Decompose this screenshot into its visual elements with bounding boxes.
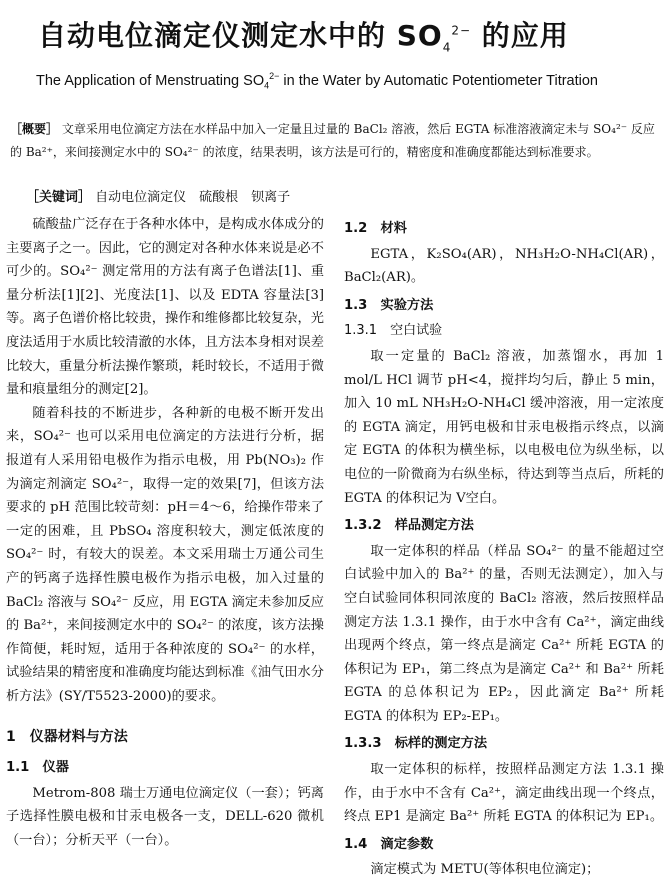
paragraph: 滴定模式为 METU(等体积电位滴定)； — [370, 862, 600, 878]
keywords — [26, 186, 290, 205]
subsubsection-heading: 1.3.3 标样的测定方法 — [344, 736, 488, 752]
right-column — [344, 213, 664, 882]
subsection-heading: 1.2 材料 — [344, 221, 407, 236]
subsection-heading: 1.1 仪器 — [6, 760, 69, 776]
paragraph: 取一定量的 BaCl₂ 溶液，加蒸馏水，再加 1 mol/L HCl 调节 pH<4，搅拌均匀后，静止 5 min，加入 10 mL NH₃H₂O-NH₄Cl 缓冲溶液，用一定浓度的 EGTA 滴定，用钙电极和甘汞电极指示终点，以滴定 EGTA 的体积为横坐标，以电极电位为纵坐标，以电位的一阶微商为右纵坐标，待达到等当点后，所耗的 EGTA 的体积记为 V空白。 — [344, 348, 664, 506]
paragraph: Metrom-808 瑞士万通电位滴定仪（一套）；钙离子选择性膜电极和甘汞电极各一支，DELL-620 微机（一台）；分析天平（一台）。 — [6, 785, 324, 848]
abstract — [10, 118, 660, 164]
subsubsection-heading: 1.3.1 空白试验 — [344, 323, 443, 339]
section-heading: 1 仪器材料与方法 — [6, 729, 128, 746]
title-chinese: 自动电位滴定仪测定水中的 $SO_4^{2-}$ 的应用 — [38, 19, 569, 55]
subsection-heading: 1.4 滴定参数 — [344, 836, 434, 852]
keywords-tag: ［关键词］ — [26, 190, 92, 205]
paragraph: 取一定体积的标样，按照样品测定方法 1.3.1 操作，由于水中不含有 Ca²⁺，滴定曲线出现一个终点，终点 EP1 是滴定 Ba²⁺ 所耗 EGTA 的体积记为 EP₁。 — [344, 762, 664, 825]
subsection-heading: 1.3 实验方法 — [344, 297, 434, 313]
keywords-text: 自动电位滴定仪 硫酸根 钡离子 — [95, 190, 291, 205]
paragraph: 随着科技的不断进步，各种新的电极不断开发出来，SO₄²⁻ 也可以采用电位滴定的方法进行分析，据报道有人采用铅电极作为指示电极，用 Pb(NO₃)₂ 作为滴定剂滴定 SO₄²⁻，取得一定的效果[7]，但该方法要求的 pH 范围比较苛刻：pH＝4～6，给操作带来了一定的困难，且 PbSO₄ 溶度积较大，测定低浓度的 SO₄²⁻ 时，有较大的误差。本文采用瑞士万通公司生产的钙离子选择性膜电极作为指示电极，加入过量的 BaCl₂ 溶液与 SO₄²⁻ 反应，用 EGTA 滴定未参加反应的 Ba²⁺，来间接测定水中的 SO₄²⁻ 的浓度，该方法操作简便，耗时短，适用于各种浓度的 SO₄²⁻ 的水样，试验结果的精密度和准确度均能达到标准《油气田水分析方法》(SY/T5523-2000)的要求。 — [6, 405, 324, 704]
paragraph: EGTA，K₂SO₄(AR)，NH₃H₂O-NH₄Cl(AR)，BaCl₂(AR)。 — [344, 246, 664, 286]
abstract-text: 文章采用电位滴定方法在水样品中加入一定量且过量的 BaCl₂ 溶液，然后 EGTA 标准溶液滴定未与 SO₄²⁻ 反应的 Ba²⁺，来间接测定水中的 SO₄²⁻ 的浓度，结果表明，该方法是可行的，精密度和准确度都能达到标准要求。 — [10, 122, 655, 159]
left-column — [6, 213, 324, 852]
paragraph: 硫酸盐广泛存在于各种水体中，是构成水体成分的主要离子之一。因此，它的测定对各种水体来说是必不可少的。SO₄²⁻ 测定常用的方法有离子色谱法[1]、重量分析法[1][2]、光度法[1]、以及 EDTA 容量法[3]等。离子色谱价格比较贵，操作和维修都比较复杂，光度法适用于水质比较清澈的水体，且方法本身相对误差比较大，重量分析法操作繁琐，耗时较长，不适用于微量和痕量组分的测定[2]。 — [6, 217, 324, 398]
abstract-tag: ［概要］ — [10, 122, 59, 136]
title-english: The Application of Menstruating $SO_4^{2-}$ in the Water by Automatic Potentiometer Titration — [36, 71, 599, 91]
paragraph: 取一定体积的样品（样品 SO₄²⁻ 的量不能超过空白试验中加入的 Ba²⁺ 的量，否则无法测定），加入与空白试验同体积同浓度的 BaCl₂ 溶液，然后按照样品测定方法 1.3.1 操作，由于水中含有 Ca²⁺，滴定曲线出现两个终点，第一终点是滴定 Ca²⁺ 所耗 EGTA 的体积记为 EP₁，第二终点为是滴定 Ca²⁺ 和 Ba²⁺ 所耗 EGTA 的总体积记为 EP₂，因此滴定 Ba²⁺ 所耗 EGTA 的体积为 EP₂-EP₁。 — [344, 543, 664, 724]
subsubsection-heading: 1.3.2 样品测定方法 — [344, 518, 474, 534]
